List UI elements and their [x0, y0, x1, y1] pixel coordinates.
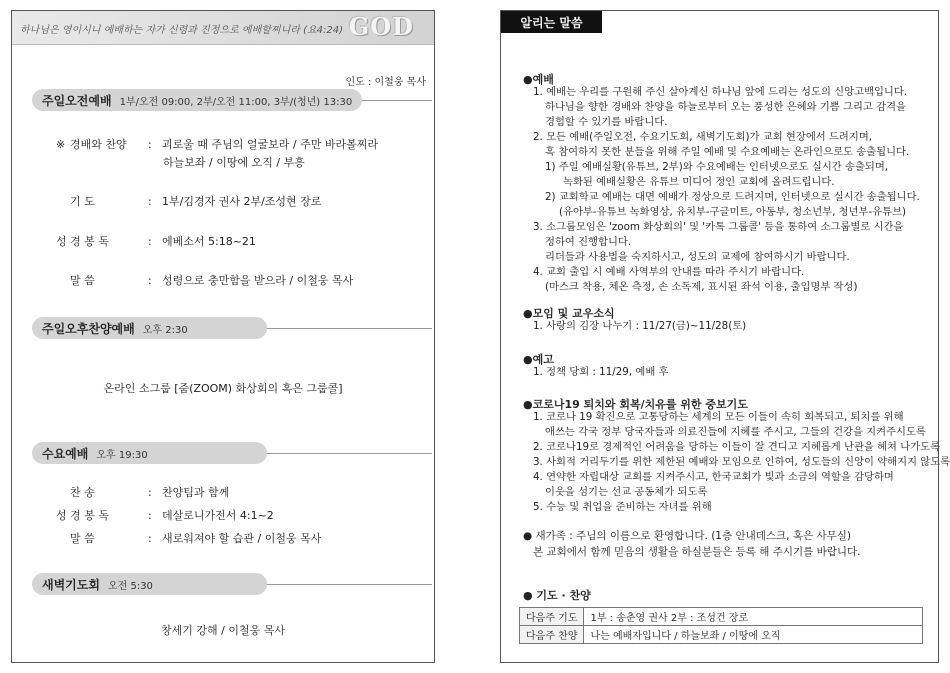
row-label: 성 경 봉 독 [56, 509, 109, 522]
announcement-line: (마스크 착용, 체온 측정, 손 소독제, 표시된 좌석 이용, 출입명부 작성) [545, 281, 858, 293]
leader-text: 인도 : 이철웅 목사 [345, 77, 426, 88]
table-cell-value: 1부 : 송춘영 권사 2부 : 조성건 장로 [584, 608, 923, 626]
section-time: 오후 19:30 [96, 449, 148, 461]
announcement-line: (유아부-유튜브 녹화영상, 유치부-구글미트, 아동부, 청소년부, 청년부-유튜브) [559, 206, 907, 218]
right-page [500, 10, 950, 663]
covid-heading: ●코로나19 퇴치와 회복/치유를 위한 중보기도 [523, 398, 748, 411]
notice-line: 1. 정책 당회 : 11/29, 예배 후 [533, 366, 669, 378]
section-pill-wednesday [32, 442, 267, 464]
table-cell-value: 나는 예배자입니다 / 하늘보좌 / 이땅에 오직 [584, 626, 923, 644]
announcement-line: 1. 예배는 우리를 구원해 주신 살아계신 하나님 앞에 드리는 성도의 신앙고백입니다. [533, 86, 908, 98]
row-colon: : [148, 235, 152, 248]
announcement-line: 1. 코로나 19 확진으로 고통당하는 세계의 모든 이들이 속히 회복되고, 퇴치를 위해 [533, 411, 904, 423]
row-value: 데살로니가전서 4:1~2 [162, 509, 274, 522]
row-colon: : [148, 274, 152, 287]
section-title: 수요예배 [42, 446, 89, 461]
row-colon: : [148, 532, 152, 545]
section-pill-morning [32, 89, 362, 111]
reading-row [56, 233, 256, 249]
announcement-line: 정하여 진행합니다. [545, 236, 632, 248]
song-row [56, 484, 229, 500]
section-title: 주일오후찬양예배 [42, 321, 135, 336]
row-value: 새로워져야 할 습관 / 이철웅 목사 [162, 532, 322, 545]
announcement-line: 4. 연약한 자립대상 교회를 지켜주시고, 한국교회가 빛과 소금의 역할을 감당하며 [533, 471, 894, 483]
praise-row [56, 136, 378, 152]
announcement-line: 녹화된 예배실황은 유튜브 미디어 정인 교회에 올려드립니다. [563, 176, 835, 188]
table-row [520, 608, 923, 626]
row-label: 말 씀 [70, 274, 95, 287]
wed-sermon-row [56, 530, 321, 546]
row-colon: : [148, 509, 152, 522]
section-time: 오후 2:30 [142, 324, 188, 336]
row-label: 기 도 [70, 195, 95, 208]
table-cell-label: 다음주 찬양 [520, 626, 584, 644]
row-label: 성 경 봉 독 [56, 235, 109, 248]
announcement-line: 경험할 수 있기를 바랍니다. [545, 116, 668, 128]
god-logo: GOD [348, 12, 414, 41]
row-colon: : [148, 138, 152, 151]
announcement-line: 1) 주일 예배실황(유튜브, 2부)와 수요예배는 인터넷으로도 실시간 송출되며, [545, 161, 889, 173]
table-cell-label: 다음주 기도 [520, 608, 584, 626]
row-value: 1부/김경자 권사 2부/조성현 장로 [162, 195, 322, 208]
announcement-line: 리더들과 사용법을 숙지하시고, 성도의 교제에 참여하시기 바랍니다. [545, 251, 850, 263]
section-pill-dawn [32, 573, 267, 595]
newcomer-line-1: ● 새가족 : 주님의 이름으로 환영합니다. (1층 안내데스크, 혹은 사무실) [523, 530, 852, 542]
row-label: 말 씀 [70, 532, 95, 545]
announcement-line: 이웃을 섬기는 선교 공동체가 되도록 [545, 486, 708, 498]
prayer-praise-table [519, 607, 923, 644]
verse-text: 하나님은 영이시니 예배하는 자가 신령과 진정으로 예배할찌니라 (요4:24) [20, 25, 343, 36]
row-value: 괴로울 때 주님의 얼굴보라 / 주만 바라볼찌라 [162, 138, 378, 151]
announcement-line: 4. 교회 출입 시 예배 사역부의 안내를 따라 주시기 바랍니다. [533, 266, 805, 278]
prayer-praise-heading: ● 기도 · 찬양 [523, 589, 591, 602]
afternoon-note: 온라인 소그룹 [줌(ZOOM) 화상회의 혹은 그룹콜] [103, 382, 343, 395]
sermon-row [56, 272, 353, 288]
section-title: 새벽기도회 [42, 577, 100, 592]
row-label: 찬 송 [70, 486, 95, 499]
prayer-row [56, 193, 321, 209]
worship-heading: ●예배 [523, 73, 554, 86]
note-mark: ※ [56, 138, 66, 151]
announcement-line: 혹 참여하지 못한 분들을 위해 주일 예배 및 수요예배는 온라인으로도 송출됩니다. [545, 146, 910, 158]
row-value: 찬양팀과 함께 [162, 486, 230, 499]
row-value: 에베소서 5:18~21 [162, 235, 256, 248]
row-value: 성령으로 충만함을 받으라 / 이철웅 목사 [162, 274, 354, 287]
meeting-heading: ●모임 및 교우소식 [523, 307, 615, 320]
row-label: 경배와 찬양 [70, 138, 127, 151]
section-time: 오전 5:30 [107, 580, 153, 592]
dawn-note: 창세기 강해 / 이철웅 목사 [161, 624, 285, 637]
announcement-line: 3. 사회적 거리두기를 위한 제한된 예배와 모임으로 인하여, 성도들의 신앙이 약해지지 않도록 [533, 456, 950, 468]
row-colon: : [148, 195, 152, 208]
newcomer-line-2: 본 교회에서 함께 믿음의 생활을 하실분들은 등록 해 주시기를 바랍니다. [533, 546, 861, 558]
meeting-line: 1. 사랑의 김장 나누기 : 11/27(금)~11/28(토) [533, 320, 747, 332]
table-row [520, 626, 923, 644]
verse-banner [12, 11, 434, 45]
announcement-line: 애쓰는 각국 정부 당국자들과 의료진들에 지혜를 주시고, 그들의 건강을 지켜주시도록 [545, 426, 926, 438]
notice-heading: ●예고 [523, 353, 554, 366]
announcement-line: 5. 수능 및 취업을 준비하는 자녀를 위해 [533, 501, 712, 513]
praise-line-2: 하늘보좌 / 이땅에 오직 / 부흥 [163, 156, 305, 169]
announcement-line: 2. 코로나19로 경제적인 어려움을 당하는 이들이 잘 견디고 지혜롭게 난관을 헤쳐 나가도록 [533, 441, 941, 453]
announcements-title: 알리는 말씀 [501, 11, 602, 33]
section-title: 주일오전예배 [42, 93, 112, 108]
section-pill-afternoon [32, 317, 267, 339]
wed-reading-row [56, 507, 274, 523]
section-time: 1부/오전 09:00, 2부/오전 11:00, 3부/(청년) 13:30 [119, 96, 353, 108]
row-colon: : [148, 486, 152, 499]
announcement-line: 하나님을 향한 경배와 찬양을 하늘로부터 오는 풍성한 은혜와 기쁨 그리고 감격을 [545, 101, 906, 113]
announcement-line: 2. 모든 예배(주일오전, 수요기도회, 새벽기도회)가 교회 현장에서 드려지며, [533, 131, 873, 143]
announcement-line: 3. 소그룹모임은 'zoom 화상회의' 및 '카톡 그룹콜' 등을 통하여 소그룹별로 시간을 [533, 221, 904, 233]
announcement-line: 2) 교회학교 예배는 대면 예배가 정상으로 드려지며, 인터넷으로 실시간 송출됩니다. [545, 191, 920, 203]
left-page [11, 10, 435, 663]
